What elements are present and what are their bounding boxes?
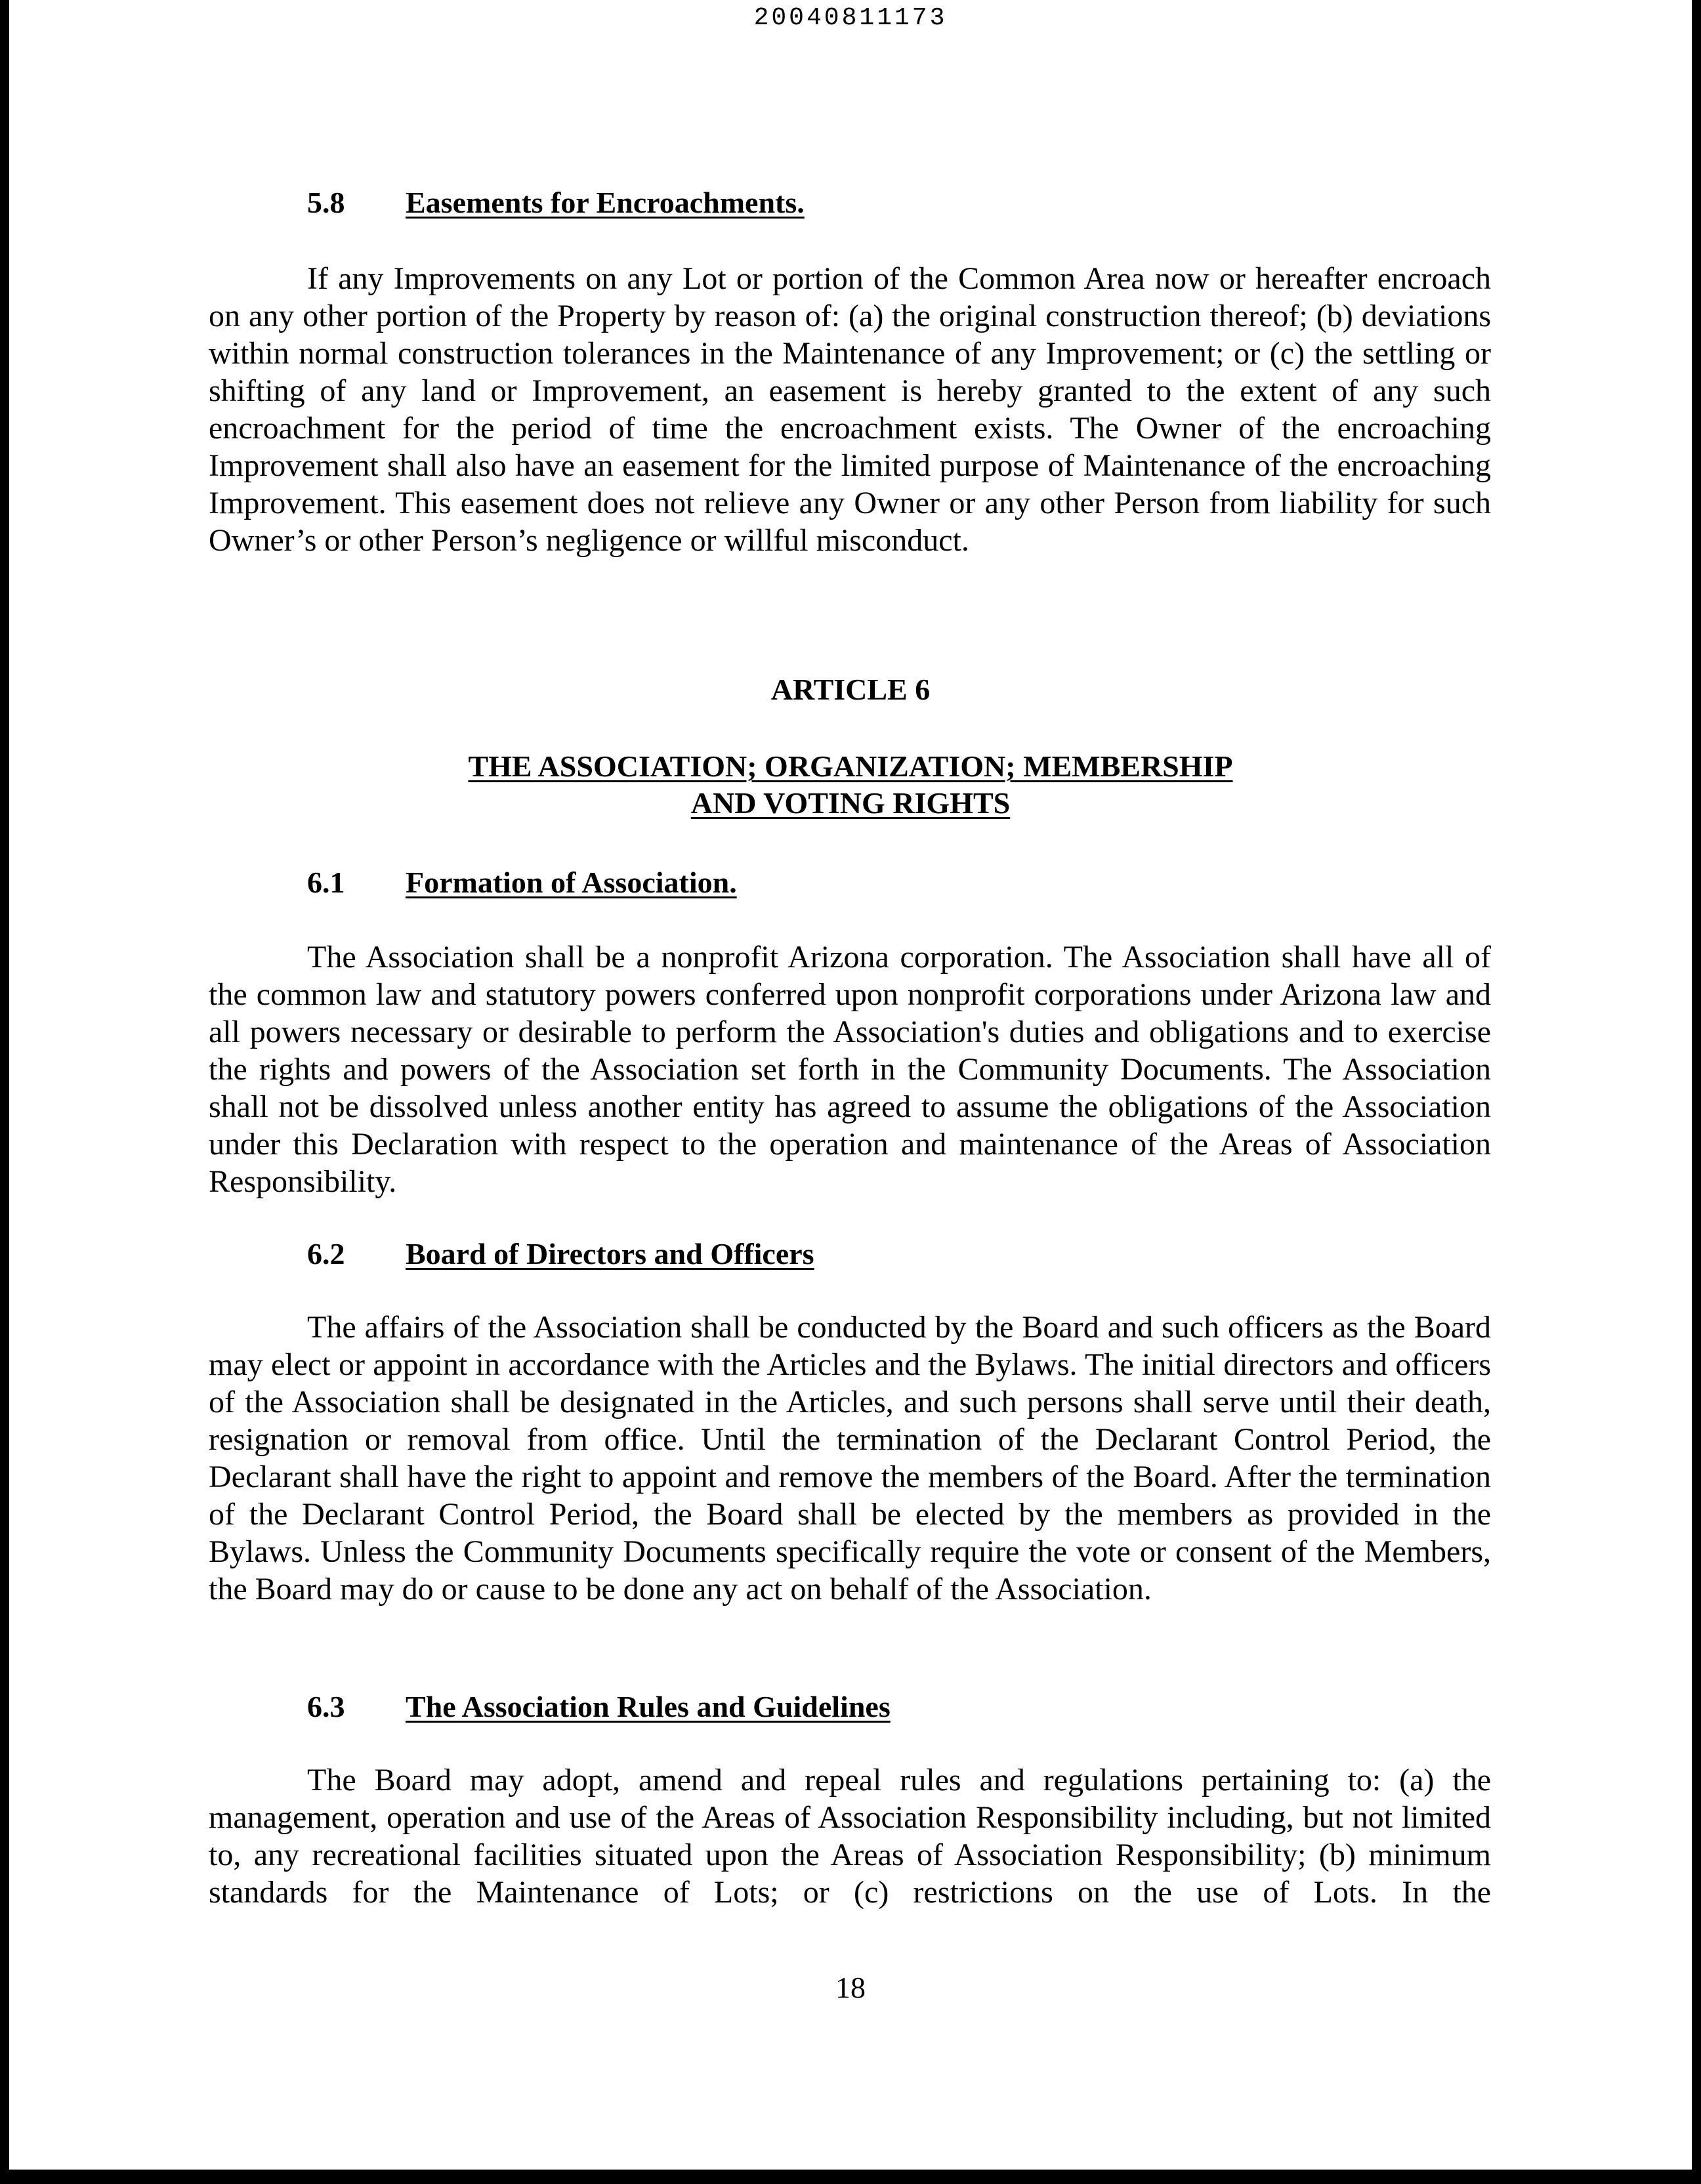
section-title: Easements for Encroachments. xyxy=(406,186,805,219)
scan-border-left xyxy=(0,0,9,2184)
section-heading-5-8 xyxy=(307,185,805,220)
section-body-6-1: The Association shall be a nonprofit Arizona corporation. The Association shall have all of the common law and statutory powers conferred upon nonprofit corporations under Arizona law and all powers necessary or desirable to perform the Association's duties and obligations and to exercise the rights and powers of the Association set forth in the Community Documents. The Association shall not be dissolved unless another entity has agreed to assume the obligations of the Association under this Declaration with respect to the operation and maintenance of the Areas of Association Responsibility. xyxy=(209,940,1491,1199)
article-title-line-2: AND VOTING RIGHTS xyxy=(690,786,1011,820)
article-title xyxy=(0,748,1701,822)
document-id: 20040811173 xyxy=(753,4,948,32)
section-body-5-8: If any Improvements on any Lot or portion of the Common Area now or hereafter encroach on any other portion of the Property by reason of: (a) the original construction thereof; (b) deviations within normal construction tolerances in the Maintenance of any Improvement; or (c) the settling or shifting of any land or Improvement, an easement is hereby granted to the extent of any such encroachment for the period of time the encroachment exists. The Owner of the encroaching Improvement shall also have an easement for the limited purpose of Maintenance of the encroaching Improvement. This easement does not relieve any Owner or any other Person from liability for such Owner’s or other Person’s negligence or willful misconduct. xyxy=(209,261,1491,558)
section-number: 6.3 xyxy=(307,1690,345,1723)
section-heading-6-1 xyxy=(307,865,737,900)
section-number: 5.8 xyxy=(307,186,345,219)
section-title: Formation of Association. xyxy=(406,866,737,899)
article-label: ARTICLE 6 xyxy=(770,673,931,706)
section-body-6-2: The affairs of the Association shall be conducted by the Board and such officers as the Board may elect or appoint in accordance with the Articles and the Bylaws. The initial directors and officers of the Association shall be designated in the Articles, and such persons shall serve until their death, resignation or removal from office. Until the termination of the Declarant Control Period, the Declarant shall have the right to appoint and remove the members of the Board. After the termination of the Declarant Control Period, the Board shall be elected by the members as provided in the Bylaws. Unless the Community Documents specifically require the vote or consent of the Members, the Board may do or cause to be done any act on behalf of the Association. xyxy=(209,1310,1491,1606)
article-title-line-1: THE ASSOCIATION; ORGANIZATION; MEMBERSHIP xyxy=(468,749,1233,783)
section-title: The Association Rules and Guidelines xyxy=(406,1690,891,1723)
scan-border-bottom xyxy=(0,2170,1701,2184)
section-heading-6-2 xyxy=(307,1236,814,1271)
section-heading-6-3 xyxy=(307,1689,891,1724)
scan-border-right xyxy=(1692,0,1701,2184)
section-title: Board of Directors and Officers xyxy=(406,1237,814,1270)
section-number: 6.1 xyxy=(307,866,345,899)
section-number: 6.2 xyxy=(307,1237,345,1270)
page-number: 18 xyxy=(835,1971,866,2004)
section-body-6-3: The Board may adopt, amend and repeal rules and regulations pertaining to: (a) the management, operation and use of the Areas of Association Responsibility including, but not limited to, any recreational facilities situated upon the Areas of Association Responsibility; (b) minimum standards for the Maintenance of Lots; or (c) restrictions on the use of Lots. In the xyxy=(209,1763,1491,1910)
